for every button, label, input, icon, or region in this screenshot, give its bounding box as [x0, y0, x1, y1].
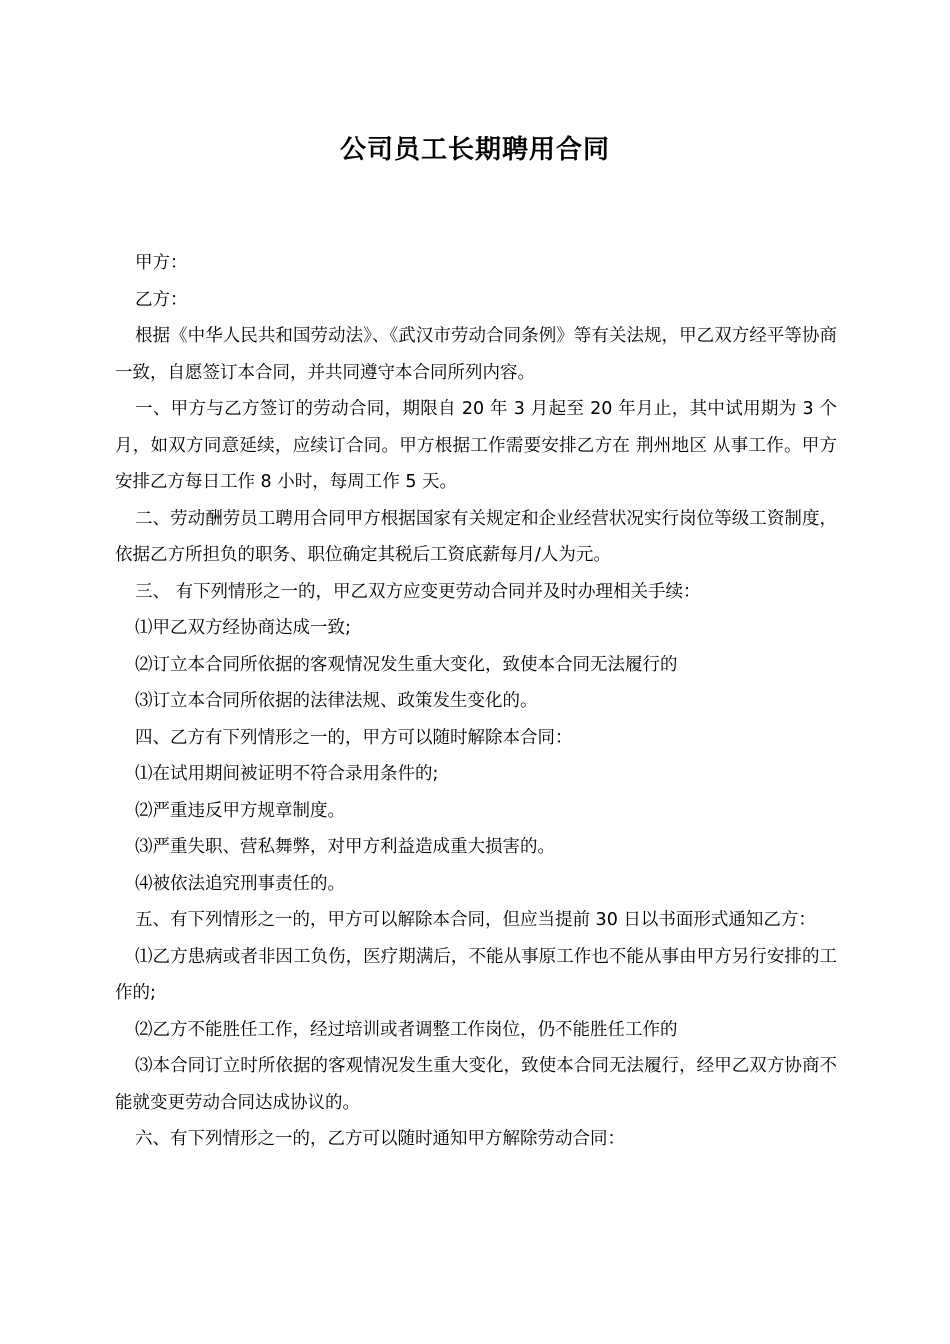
party-a-line: 甲方： [135, 253, 188, 273]
clause-3-item-1: ⑴甲乙双方经协商达成一致; [135, 618, 351, 638]
clause-5-item-2: ⑵乙方不能胜任工作，经过培训或者调整工作岗位，仍不能胜任工作的 [135, 1019, 678, 1040]
clause-3-item-2: ⑵订立本合同所依据的客观情况发生重大变化，致使本合同无法履行的 [135, 654, 678, 675]
clause-4-item-3: ⑶严重失职、营私舞弊，对甲方利益造成重大损害的。 [135, 837, 555, 857]
clause-4-item-4: ⑷被依法追究刑事责任的。 [135, 873, 345, 894]
clause-4-item-1: ⑴在试用期间被证明不符合录用条件的; [135, 764, 439, 784]
document-body [115, 245, 837, 1158]
clause-3-item-3: ⑶订立本合同所依据的法律法规、政策发生变化的。 [135, 691, 538, 711]
document-title: 公司员工长期聘用合同 [339, 135, 610, 165]
clause-2-paragraph: 二、劳动酬劳员工聘用合同甲方根据国家有关规定和企业经营状况实行岗位等级工资制度，依据乙方所担负的职务、职位确定其税后工资底薪每月/人为元。 [115, 508, 837, 565]
clause-6-heading: 六、有下列情形之一的，乙方可以随时通知甲方解除劳动合同： [135, 1129, 625, 1149]
clause-5-item-3: ⑶本合同订立时所依据的客观情况发生重大变化，致使本合同无法履行，经甲乙双方协商不能就变更劳动合同达成协议的。 [115, 1056, 837, 1113]
preamble-paragraph: 根据《中华人民共和国劳动法》、《武汉市劳动合同条例》等有关法规，甲乙双方经平等协商一致，自愿签订本合同，并共同遵守本合同所列内容。 [115, 326, 837, 383]
clause-5-heading: 五、有下列情形之一的，甲方可以解除本合同，但应当提前 30 日以书面形式通知乙方： [135, 910, 816, 930]
clause-1-paragraph: 一、甲方与乙方签订的劳动合同，期限自 20 年 3 月起至 20 年月止，其中试用期为 3 个月，如双方同意延续，应续订合同。甲方根据工作需要安排乙方在 荆州地区 从事工作。甲方安排乙方每日工作 8 小时，每周工作 5 天。 [115, 399, 837, 492]
clause-4-heading: 四、乙方有下列情形之一的，甲方可以随时解除本合同： [135, 727, 573, 748]
clause-5-item-1: ⑴乙方患病或者非因工负伤，医疗期满后，不能从事原工作也不能从事由甲方另行安排的工作的; [115, 946, 837, 1003]
party-b-line: 乙方： [135, 289, 188, 310]
clause-4-item-2: ⑵严重违反甲方规章制度。 [135, 800, 345, 821]
clause-3-heading: 三、 有下列情形之一的，甲乙双方应变更劳动合同并及时办理相关手续： [135, 581, 701, 602]
